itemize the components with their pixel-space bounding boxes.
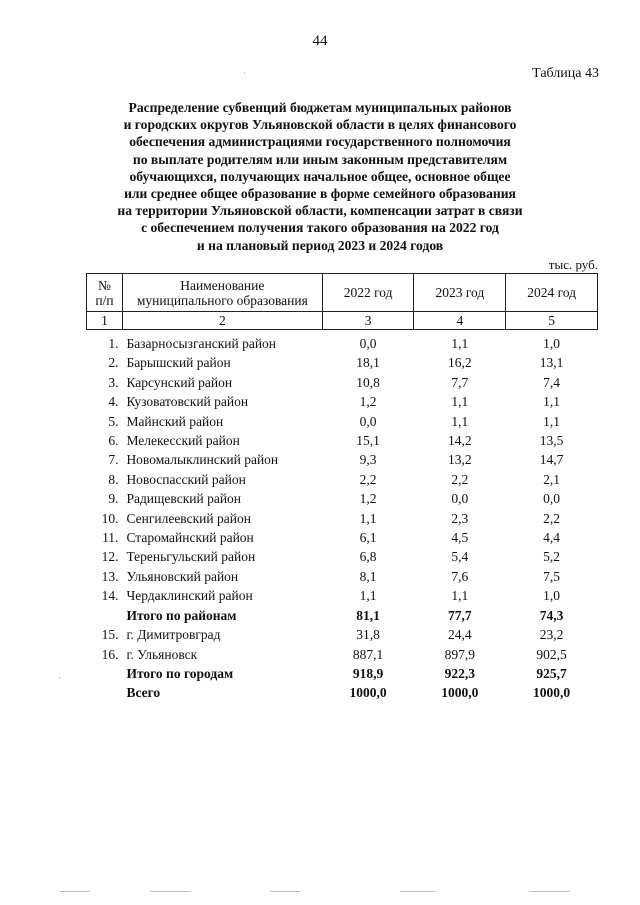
- row-index: 5.: [108, 413, 119, 429]
- title-line: Распределение субвенций бюджетам муниципальных районов: [128, 100, 512, 115]
- value-2024: 23,2: [539, 627, 564, 643]
- value-2022: 1000,0: [349, 685, 387, 701]
- value-2022: 0,0: [359, 413, 377, 429]
- row-name: Тереньгульский район: [126, 549, 256, 565]
- value-2022: 1,1: [359, 588, 377, 604]
- table-row: [87, 645, 598, 664]
- value-2023: 7,6: [451, 568, 469, 584]
- table-row: [87, 470, 598, 489]
- row-name: Всего: [126, 685, 161, 701]
- row-index: [87, 664, 123, 683]
- row-index: 15.: [101, 627, 119, 643]
- value-2024: 5,2: [543, 549, 561, 565]
- value-2022: 0,0: [359, 336, 377, 351]
- value-2024: 0,0: [543, 491, 561, 507]
- value-2024: 13,1: [539, 355, 564, 371]
- value-2024: 74,3: [539, 607, 564, 623]
- title-line: по выплате родителям или иным законным представителям: [132, 151, 508, 167]
- value-2022: 1,1: [359, 510, 377, 526]
- row-name: Итого по районам: [126, 607, 237, 623]
- row-name: Новомалыклинский район: [126, 452, 279, 468]
- table-row: [87, 509, 598, 528]
- table-row: [87, 353, 598, 372]
- row-index: 11.: [102, 530, 119, 546]
- value-2024: 14,7: [539, 452, 564, 468]
- value-2022: 9,3: [359, 452, 377, 468]
- column-number: 1: [87, 312, 123, 330]
- row-index: 10.: [101, 510, 119, 526]
- total-row: [87, 606, 598, 625]
- value-2023: 7,7: [451, 374, 469, 390]
- value-2023: 1,1: [451, 588, 469, 604]
- row-name: Старомайнский район: [126, 530, 254, 546]
- table-row: [87, 392, 598, 411]
- value-2023: 5,4: [451, 549, 469, 565]
- row-name: г. Димитровград: [126, 627, 221, 643]
- row-name: Карсунский район: [126, 374, 233, 390]
- table-row: [87, 450, 598, 469]
- column-number: 5: [506, 312, 598, 330]
- total-row: [87, 664, 598, 683]
- row-index: 4.: [108, 394, 119, 410]
- table-row: [87, 489, 598, 508]
- row-name: Барышский район: [126, 355, 231, 371]
- value-2023: 4,5: [451, 530, 469, 546]
- row-index: [87, 606, 123, 625]
- row-index: 3.: [108, 374, 119, 390]
- value-2022: 18,1: [356, 355, 380, 371]
- document-title: [88, 99, 552, 254]
- row-name: Сенгилеевский район: [126, 510, 251, 526]
- row-name: г. Ульяновск: [126, 646, 198, 662]
- total-row: [87, 683, 598, 702]
- header-name-line1: Наименование: [180, 277, 265, 293]
- header-2024: 2024 год: [506, 274, 598, 312]
- title-line: с обеспечением получения такого образования на 2022 год: [141, 220, 499, 236]
- value-2022: 918,9: [352, 665, 384, 681]
- row-name: Итого по городам: [126, 665, 234, 681]
- value-2022: 8,1: [359, 568, 377, 584]
- title-line: на территории Ульяновской области, компенсации затрат в связи: [117, 203, 523, 219]
- value-2023: 16,2: [448, 355, 472, 371]
- value-2022: 10,8: [356, 374, 380, 390]
- table-row: [87, 373, 598, 392]
- table-row: [87, 625, 598, 644]
- row-index: 6.: [108, 433, 119, 449]
- value-2022: 31,8: [356, 627, 380, 643]
- header-number-line1: №: [98, 277, 111, 293]
- header-name: [122, 274, 322, 312]
- value-2022: 6,1: [359, 530, 377, 546]
- table-row: [87, 431, 598, 450]
- table-row: [87, 586, 598, 605]
- value-2023: 2,2: [451, 471, 469, 487]
- value-2023: 14,2: [448, 433, 472, 449]
- row-name: Базарносызганский район: [126, 336, 277, 351]
- subventions-table: [86, 273, 598, 703]
- row-index: 13.: [101, 568, 119, 584]
- value-2023: 1000,0: [441, 685, 479, 701]
- value-2023: 0,0: [451, 491, 469, 507]
- column-number: 2: [122, 312, 322, 330]
- row-name: Майнский район: [126, 413, 224, 429]
- value-2024: 1,0: [543, 588, 561, 604]
- column-number-row: [87, 312, 598, 330]
- value-2022: 1,2: [359, 394, 377, 410]
- value-2022: 15,1: [356, 433, 380, 449]
- table-label: Таблица 43: [532, 66, 599, 81]
- value-2024: 2,2: [543, 510, 561, 526]
- value-2024: 4,4: [543, 530, 561, 546]
- value-2024: 7,4: [543, 374, 561, 390]
- row-name: Новоспасский район: [126, 471, 246, 487]
- row-index: 9.: [108, 491, 119, 507]
- title-line: и городских округов Ульяновской области в целях финансового: [123, 117, 517, 133]
- value-2023: 922,3: [444, 665, 476, 681]
- title-line: обучающихся, получающих начальное общее, основное общее: [129, 168, 511, 184]
- page-number: 44: [312, 33, 328, 49]
- value-2024: 1,1: [543, 413, 561, 429]
- value-2024: 1,1: [543, 394, 561, 410]
- row-name: Мелекесский район: [126, 433, 240, 449]
- value-2023: 77,7: [448, 607, 472, 623]
- table-row: [87, 528, 598, 547]
- title-line: и на плановый период 2023 и 2024 годов: [196, 237, 444, 253]
- row-index: 7.: [108, 452, 119, 468]
- value-2023: 13,2: [448, 452, 472, 468]
- value-2023: 24,4: [448, 627, 472, 643]
- value-2024: 13,5: [539, 433, 564, 449]
- value-2022: 81,1: [356, 607, 380, 623]
- scan-bottom-edge: [0, 891, 640, 895]
- value-2023: 2,3: [451, 510, 469, 526]
- header-2023: 2023 год: [414, 274, 506, 312]
- table-row: [87, 567, 598, 586]
- units-label: тыс. руб.: [548, 257, 598, 272]
- table-row: [87, 547, 598, 566]
- row-index: 14.: [101, 588, 119, 604]
- value-2023: 897,9: [444, 646, 476, 662]
- title-line: или среднее общее образование в форме семейного образования: [124, 186, 516, 202]
- table-row: [87, 412, 598, 431]
- value-2024: 2,1: [543, 471, 561, 487]
- row-name: Ульяновский район: [126, 568, 239, 584]
- table-header-row: [87, 274, 598, 312]
- header-number: [87, 274, 123, 312]
- value-2024: 925,7: [536, 665, 567, 681]
- value-2023: 1,1: [451, 394, 469, 410]
- row-index: 12.: [101, 549, 119, 565]
- value-2023: 1,1: [451, 336, 469, 351]
- scan-artifact: ·: [243, 68, 246, 78]
- row-index: 1.: [108, 336, 119, 351]
- value-2022: 887,1: [352, 646, 384, 662]
- column-number: 4: [414, 312, 506, 330]
- row-index: 16.: [101, 646, 119, 662]
- row-index: 8.: [108, 471, 119, 487]
- row-index: [87, 683, 123, 702]
- value-2022: 2,2: [359, 471, 377, 487]
- scan-artifact: ·: [58, 673, 61, 683]
- value-2024: 902,5: [536, 646, 567, 662]
- header-2022: 2022 год: [322, 274, 414, 312]
- table-row: [87, 330, 598, 354]
- row-name: Радищевский район: [126, 491, 242, 507]
- row-index: 2.: [108, 355, 119, 371]
- value-2024: 7,5: [543, 568, 561, 584]
- row-name: Кузоватовский район: [126, 394, 249, 410]
- value-2022: 6,8: [359, 549, 377, 565]
- value-2022: 1,2: [359, 491, 377, 507]
- value-2024: 1,0: [543, 336, 561, 351]
- header-name-line2: муниципального образования: [136, 292, 308, 308]
- value-2024: 1000,0: [533, 685, 571, 701]
- title-line: обеспечения администрациями государственного полномочия: [129, 134, 511, 150]
- column-number: 3: [322, 312, 414, 330]
- value-2023: 1,1: [451, 413, 469, 429]
- table-body: [87, 330, 598, 703]
- row-name: Чердаклинский район: [126, 588, 253, 604]
- header-number-line2: п/п: [95, 292, 114, 308]
